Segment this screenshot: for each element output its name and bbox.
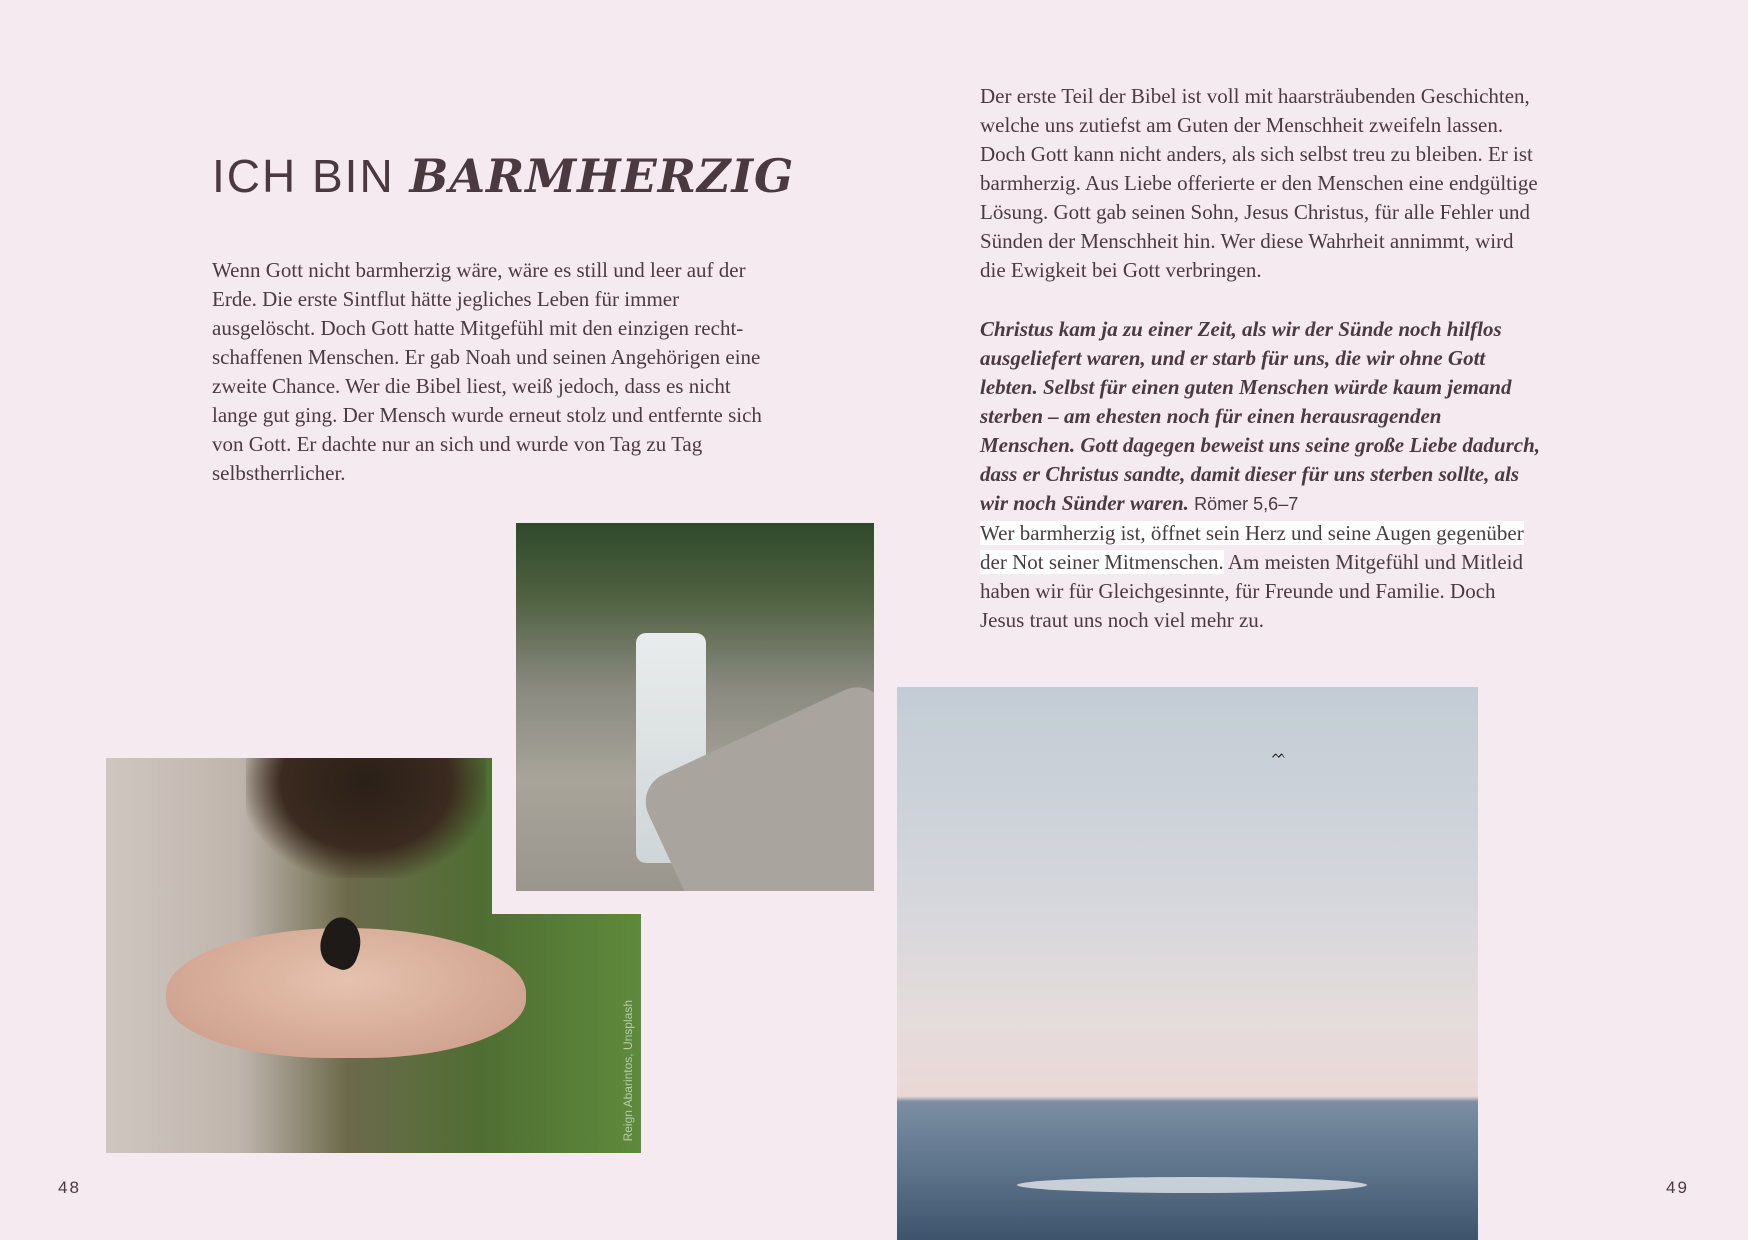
quote-text: Christus kam ja zu einer Zeit, als wir der Sünde noch hilflos ausgeliefert waren, und er starb für uns, die wir ohne Gott lebten. Selbst für einen guten Menschen würde kaum jemand sterben – am ehesten noch für einen herausragenden Menschen. Gott dagegen beweist uns seine große Liebe dadurch, dass er Christus sandte, damit dieser für uns sterben sollte, als wir noch Sünder waren.	[980, 317, 1540, 515]
right-paragraph-3	[980, 519, 1540, 635]
page-number-right: 49	[1666, 1178, 1689, 1197]
bible-quote	[980, 315, 1540, 519]
quote-reference: Römer 5,6–7	[1194, 494, 1299, 514]
left-paragraph: Wenn Gott nicht barmherzig wäre, wäre es still und leer auf der Erde. Die erste Sintflut hätte jegliches Leben für immer ausgelöscht. Doch Gott hatte Mitgefühl mit den einzigen rechtschaffenen Menschen. Er gab Noah und seinen Angehörigen eine zweite Chance. Wer die Bibel liest, weiß jedoch, dass es nicht lange gut ging. Der Mensch wurde erneut stolz und entfernte sich von Gott. Er dachte nur an sich und wurde von Tag zu Tag selbstherrlicher.	[212, 258, 762, 485]
wave-shape	[1017, 1177, 1367, 1193]
paragraph-rest: Am meisten Mitgefühl und Mitleid haben wir für Gleichgesinnte, für Freunde und Familie. Doch Jesus traut uns noch viel mehr zu.	[980, 550, 1524, 632]
sea-photo	[897, 687, 1478, 1240]
page-title	[212, 149, 794, 203]
page-number-left: 48	[58, 1178, 81, 1197]
waterfall-photo	[516, 523, 874, 891]
title-plain: ICH BIN	[212, 149, 410, 202]
hair-shape	[246, 758, 486, 878]
title-emphasis: BARMHERZIG	[409, 148, 795, 203]
bird-icon: ᨓ	[1272, 747, 1287, 761]
photo-credit: Reign Abarintos, Unsplash	[621, 999, 635, 1141]
right-paragraph-1: Der erste Teil der Bibel ist voll mit haarsträubenden Geschichten, welche uns zutiefst am Guten der Menschheit zweifeln lassen. Doch Gott kann nicht anders, als sich selbst treu zu bleiben. Er ist barmherzig. Aus Liebe offerierte er den Menschen eine endgültige Lösung. Gott gab seinen Sohn, Jesus Christus, für alle Fehler und Sünden der Menschheit hin. Wer diese Wahrheit annimmt, wird die Ewigkeit bei Gott verbringen.	[980, 84, 1538, 282]
highlighted-text: Wer barmherzig ist, öffnet sein Herz und seine Augen gegenüber der Not seiner Mitmenschen.	[980, 521, 1524, 574]
